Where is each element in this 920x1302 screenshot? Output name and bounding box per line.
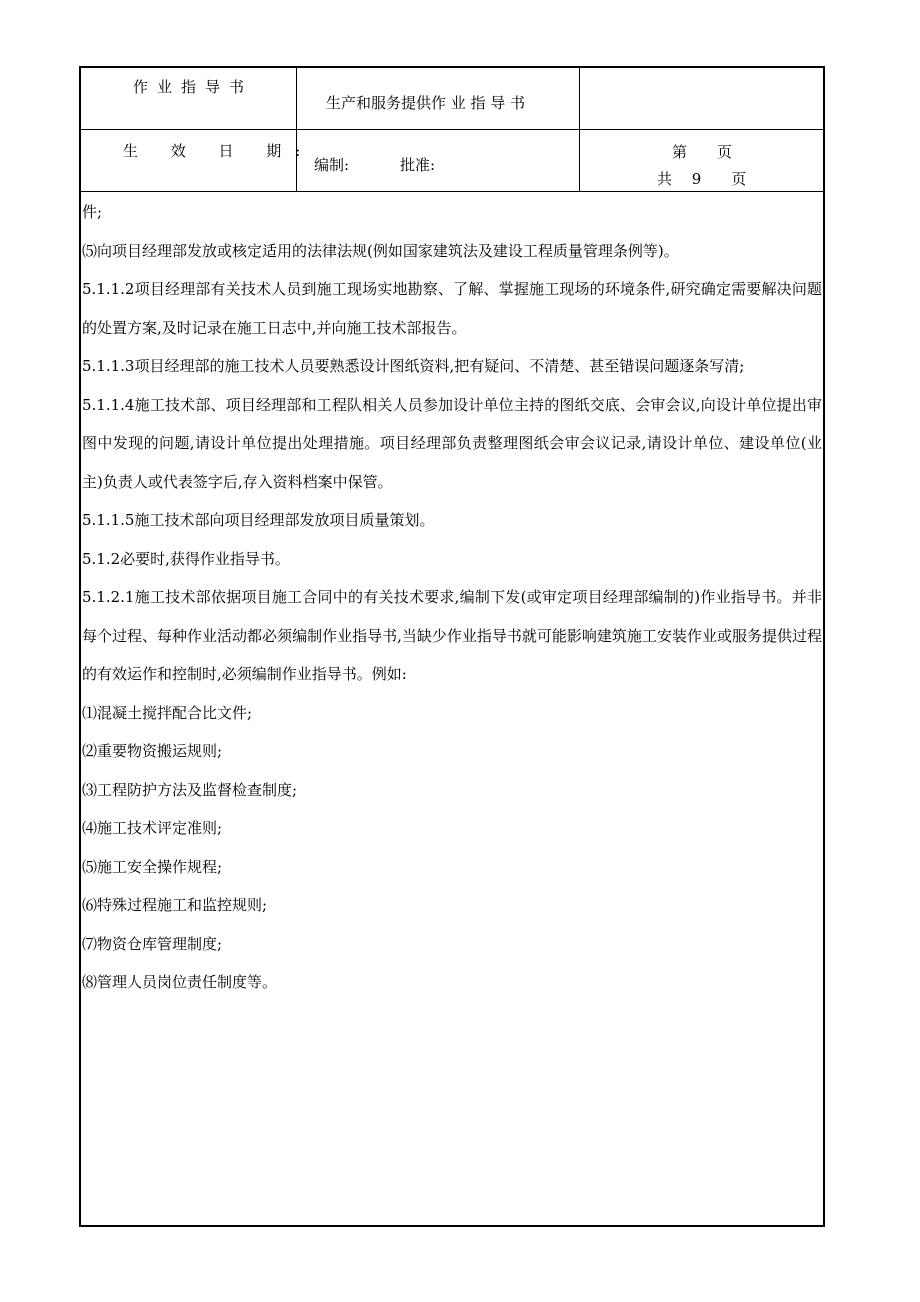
header-row-title	[81, 68, 823, 130]
list-item: ⑹特殊过程施工和监控规则;	[82, 896, 268, 914]
list-item: ⑻管理人员岗位责任制度等。	[82, 973, 278, 991]
doc-title-cell	[297, 68, 580, 129]
paragraph: 5.1.2.1施工技术部依据项目施工合同中的有关技术要求,编制下发(或审定项目经理部编制的)作业指导书。并非每个过程、每种作业活动都必须编制作业指导书,当缺少作业指导书就可能影响建筑施工安装作业或服务提供过程的有效运作和控制时,必须编制作业指导书。例如:	[82, 588, 822, 683]
effective-date-label: 生 效 日 期:	[123, 142, 315, 160]
doc-type-cell	[81, 68, 297, 129]
list-item: ⑵重要物资搬运规则;	[82, 742, 223, 760]
header-row-meta	[81, 130, 823, 192]
total-pages-label: 共 9 页	[657, 170, 747, 188]
list-item: ⑴混凝土搅拌配合比文件;	[82, 703, 253, 722]
paragraph: 5.1.1.2项目经理部有关技术人员到施工现场实地勘察、了解、掌握施工现场的环境条件,研究确定需要解决问题的处置方案,及时记录在施工日志中,并向施工技术部报告。	[82, 280, 822, 337]
paragraph: 件;	[82, 203, 103, 221]
list-item: ⑸施工安全操作规程;	[82, 857, 223, 876]
effective-date-cell	[81, 130, 315, 191]
paragraph: 5.1.1.5施工技术部向项目经理部发放项目质量策划。	[82, 511, 435, 529]
list-item: ⑶工程防护方法及监督检查制度;	[82, 780, 298, 799]
blank-header-cell	[580, 68, 825, 129]
paragraph: 5.1.1.4施工技术部、项目经理部和工程队相关人员参加设计单位主持的图纸交底、会审会议,向设计单位提出审图中发现的问题,请设计单位提出处理措施。项目经理部负责整理图纸会审会议记录,请设计单位、建设单位(业主)负责人或代表签字后,存入资料档案中保管。	[82, 395, 822, 491]
list-item: ⑷施工技术评定准则;	[82, 819, 223, 837]
paragraph: 5.1.2必要时,获得作业指导书。	[82, 549, 290, 568]
doc-type-label: 作业指导书	[133, 78, 254, 96]
page-label: 第 页	[672, 143, 733, 161]
document-frame	[79, 66, 825, 1227]
signoff-cell	[297, 130, 580, 191]
list-item: ⑺物资仓库管理制度;	[82, 934, 223, 953]
doc-title: 生产和服务提供作 业 指 导 书	[326, 94, 526, 112]
approved-by-label: 批准:	[400, 156, 436, 174]
paragraph: 5.1.1.3项目经理部的施工技术人员要熟悉设计图纸资料,把有疑问、不清楚、甚至错误问题逐条写清;	[82, 357, 745, 375]
document-body	[81, 193, 823, 1002]
paragraph: ⑸向项目经理部发放或核定适用的法律法规(例如国家建筑法及建设工程质量管理条例等)。	[82, 241, 679, 260]
page-number-cell	[580, 130, 825, 191]
compiled-by-label: 编制:	[314, 156, 350, 174]
